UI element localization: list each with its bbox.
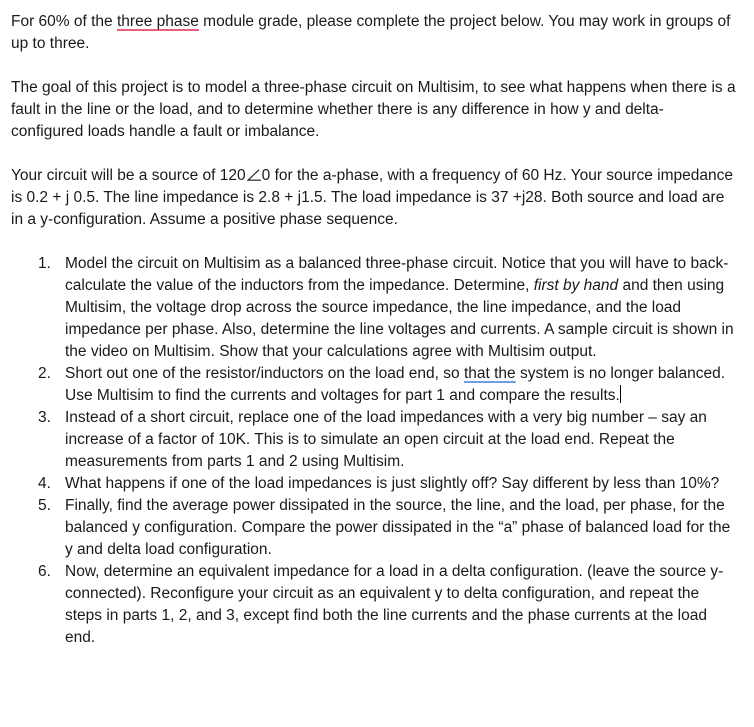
list-item xyxy=(11,363,736,407)
intro-text-1: For 60% of the xyxy=(11,13,117,30)
list-item xyxy=(11,495,736,561)
step-text: Short out one of the resistor/inductors on the load end, so xyxy=(65,365,464,382)
list-item xyxy=(11,473,736,495)
list-item xyxy=(11,407,736,473)
list-number: 5. xyxy=(38,497,51,514)
list-number: 2. xyxy=(38,365,51,382)
goal-paragraph: The goal of this project is to model a three-phase circuit on Multisim, to see what happens when there is a fault in the line or the load, and to determine whether there is any difference in how y and delta-configured loads handle a fault or imbalance. xyxy=(11,79,736,140)
paragraph-spacer xyxy=(11,55,736,77)
list-number: 4. xyxy=(38,475,51,492)
circuit-paragraph xyxy=(11,165,736,231)
step-text: system is no longer balanced. Use Multisim to find the currents and voltages for part 1 and compare the results. xyxy=(65,365,726,404)
step-text: and then using Multisim, the voltage drop across the source impedance, the line impedance, and the load impedance per phase. Also, determine the line voltages and currents. A sample circuit is shown in the video on Multisim. Show that your calculations agree with Multisim output. xyxy=(65,277,734,360)
document-body[interactable] xyxy=(11,11,736,649)
paragraph-spacer xyxy=(11,143,736,165)
list-number: 3. xyxy=(38,409,51,426)
circuit-text-1: Your circuit will be a source of 120 xyxy=(11,167,246,184)
step-text: Instead of a short circuit, replace one of the load impedances with a very big number – say an increase of a factor of 10K. This is to simulate an open circuit at the load end. Repeat the measurements from parts 1 and 2 using Multisim. xyxy=(65,409,707,470)
intro-text-2: module grade, please complete the project below. You may work in groups of up to three. xyxy=(11,13,731,52)
paragraph-spacer xyxy=(11,231,736,253)
intro-paragraph xyxy=(11,11,736,55)
grammar-flagged-phrase: that the xyxy=(463,365,516,382)
spelling-flagged-word: three phase xyxy=(116,13,199,30)
step-text: What happens if one of the load impedances is just slightly off? Say different by less than 10%? xyxy=(65,475,720,492)
step-text: Now, determine an equivalent impedance for a load in a delta configuration. (leave the source y-connected). Reconfigure your circuit as an equivalent y to delta configuration, and repeat the steps in parts 1, 2, and 3, except find both the line currents and the phase currents at the load end. xyxy=(65,563,724,646)
step-text: Model the circuit on Multisim as a balanced three-phase circuit. Notice that you will have to back-calculate the value of the inductors from the impedance. Determine, xyxy=(65,255,729,294)
list-number: 1. xyxy=(38,255,51,272)
angle-value: 0 xyxy=(261,167,271,184)
steps-list xyxy=(11,253,736,649)
list-item xyxy=(11,561,736,649)
step-text: Finally, find the average power dissipated in the source, the line, and the load, per phase, for the balanced y configuration. Compare the power dissipated in the “a” phase of balanced load for the y and delta load configuration. xyxy=(65,497,731,558)
text-cursor xyxy=(620,385,621,403)
angle-symbol-icon xyxy=(247,169,261,181)
circuit-text-2: for the a-phase, with a frequency of 60 Hz. Your source impedance is 0.2 + j 0.5. The line impedance is 2.8 + j1.5. The load impedance is 37 +j28. Both source and load are in a y-configuration. Assume a positive phase sequence. xyxy=(11,167,733,228)
step-italic-text: first by hand xyxy=(533,277,619,294)
list-number: 6. xyxy=(38,563,51,580)
list-item xyxy=(11,253,736,363)
